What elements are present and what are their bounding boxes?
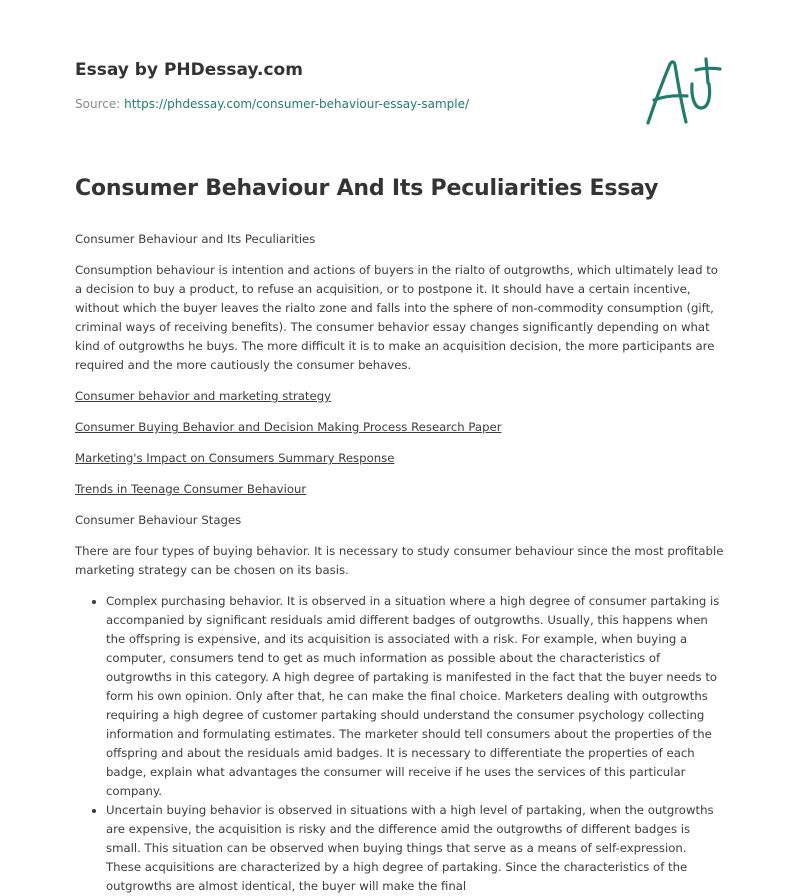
- related-link-item: [75, 387, 725, 406]
- source-label: Source:: [75, 97, 121, 111]
- source-link[interactable]: https://phdessay.com/consumer-behaviour-essay-sample/: [124, 97, 470, 111]
- stages-intro: There are four types of buying behavior. It is necessary to study consumer behaviour since the most profitable marketing strategy can be chosen on its basis.: [75, 544, 724, 577]
- intro-paragraph: Consumption behaviour is intention and actions of buyers in the rialto of outgrowths, which ultimately lead to a decision to buy a product, to refuse an acquisition, or to postpone it. It should have a certain incentive, without which the buyer leaves the rialto zone and falls into the sphere of non-commodity consumption (gift, criminal ways of receiving benefits). The consumer behavior essay changes significantly depending on what kind of outgrowths he buys. The more difficult it is to make an acquisition decision, the more participants are required and the more cautiously the consumer behaves.: [75, 263, 718, 372]
- related-link-item: [75, 480, 725, 499]
- related-link-item: [75, 449, 725, 468]
- stages-heading: Consumer Behaviour Stages: [75, 513, 242, 527]
- related-link-item: [75, 418, 725, 437]
- list-item: • Complex purchasing behavior. It is observed in a situation where a high degree of consumer partaking is accompanied by significant residuals amid different badges of outgrowths. Usually, this happens when the offspring is expensive, and its acquisition is associated with a risk. For example, when buying a computer, consumers tend to get as much information as possible about the characteristics of outgrowths in this category. A high degree of partaking is manifested in the fact that the buyer needs to form his own opinion. Only after that, he can make the final choice. Marketers dealing with outgrowths requiring a high degree of customer partaking should understand the consumer psychology collecting information and formulating estimates. The marketer should tell consumers about the properties of the offspring and about the residuals amid badges. It is necessary to differentiate the properties of each badge, explain what advantages the consumer will receive if he uses the services of this particular company.: [106, 592, 725, 801]
- related-link-3[interactable]: Marketing's Impact on Consumers Summary Response: [75, 451, 395, 465]
- list-item: • Uncertain buying behavior is observed in situations with a high level of partaking, when the outgrowths are expensive, the acquisition is risky and the difference amid the outgrowths of different badges is small. This situation can be observed when buying things that serve as a means of self-expression. These acquisitions are characterized by a high degree of partaking. Since the characteristics of the outgrowths are almost identical, the buyer will make the final: [106, 801, 725, 896]
- site-title: Essay by PHDessay.com: [75, 60, 303, 80]
- source-line: [75, 96, 635, 112]
- related-link-2[interactable]: Consumer Buying Behavior and Decision Making Process Research Paper: [75, 420, 502, 434]
- article-subtitle: Consumer Behaviour and Its Peculiarities: [75, 232, 316, 246]
- page-title: Consumer Behaviour And Its Peculiarities Essay: [75, 176, 659, 201]
- article-body: [75, 172, 725, 896]
- stages-list: [75, 592, 725, 896]
- related-link-1[interactable]: Consumer behavior and marketing strategy: [75, 389, 332, 403]
- related-link-4[interactable]: Trends in Teenage Consumer Behaviour: [75, 482, 307, 496]
- page-header: [75, 58, 635, 112]
- a-plus-logo-icon: [640, 50, 732, 130]
